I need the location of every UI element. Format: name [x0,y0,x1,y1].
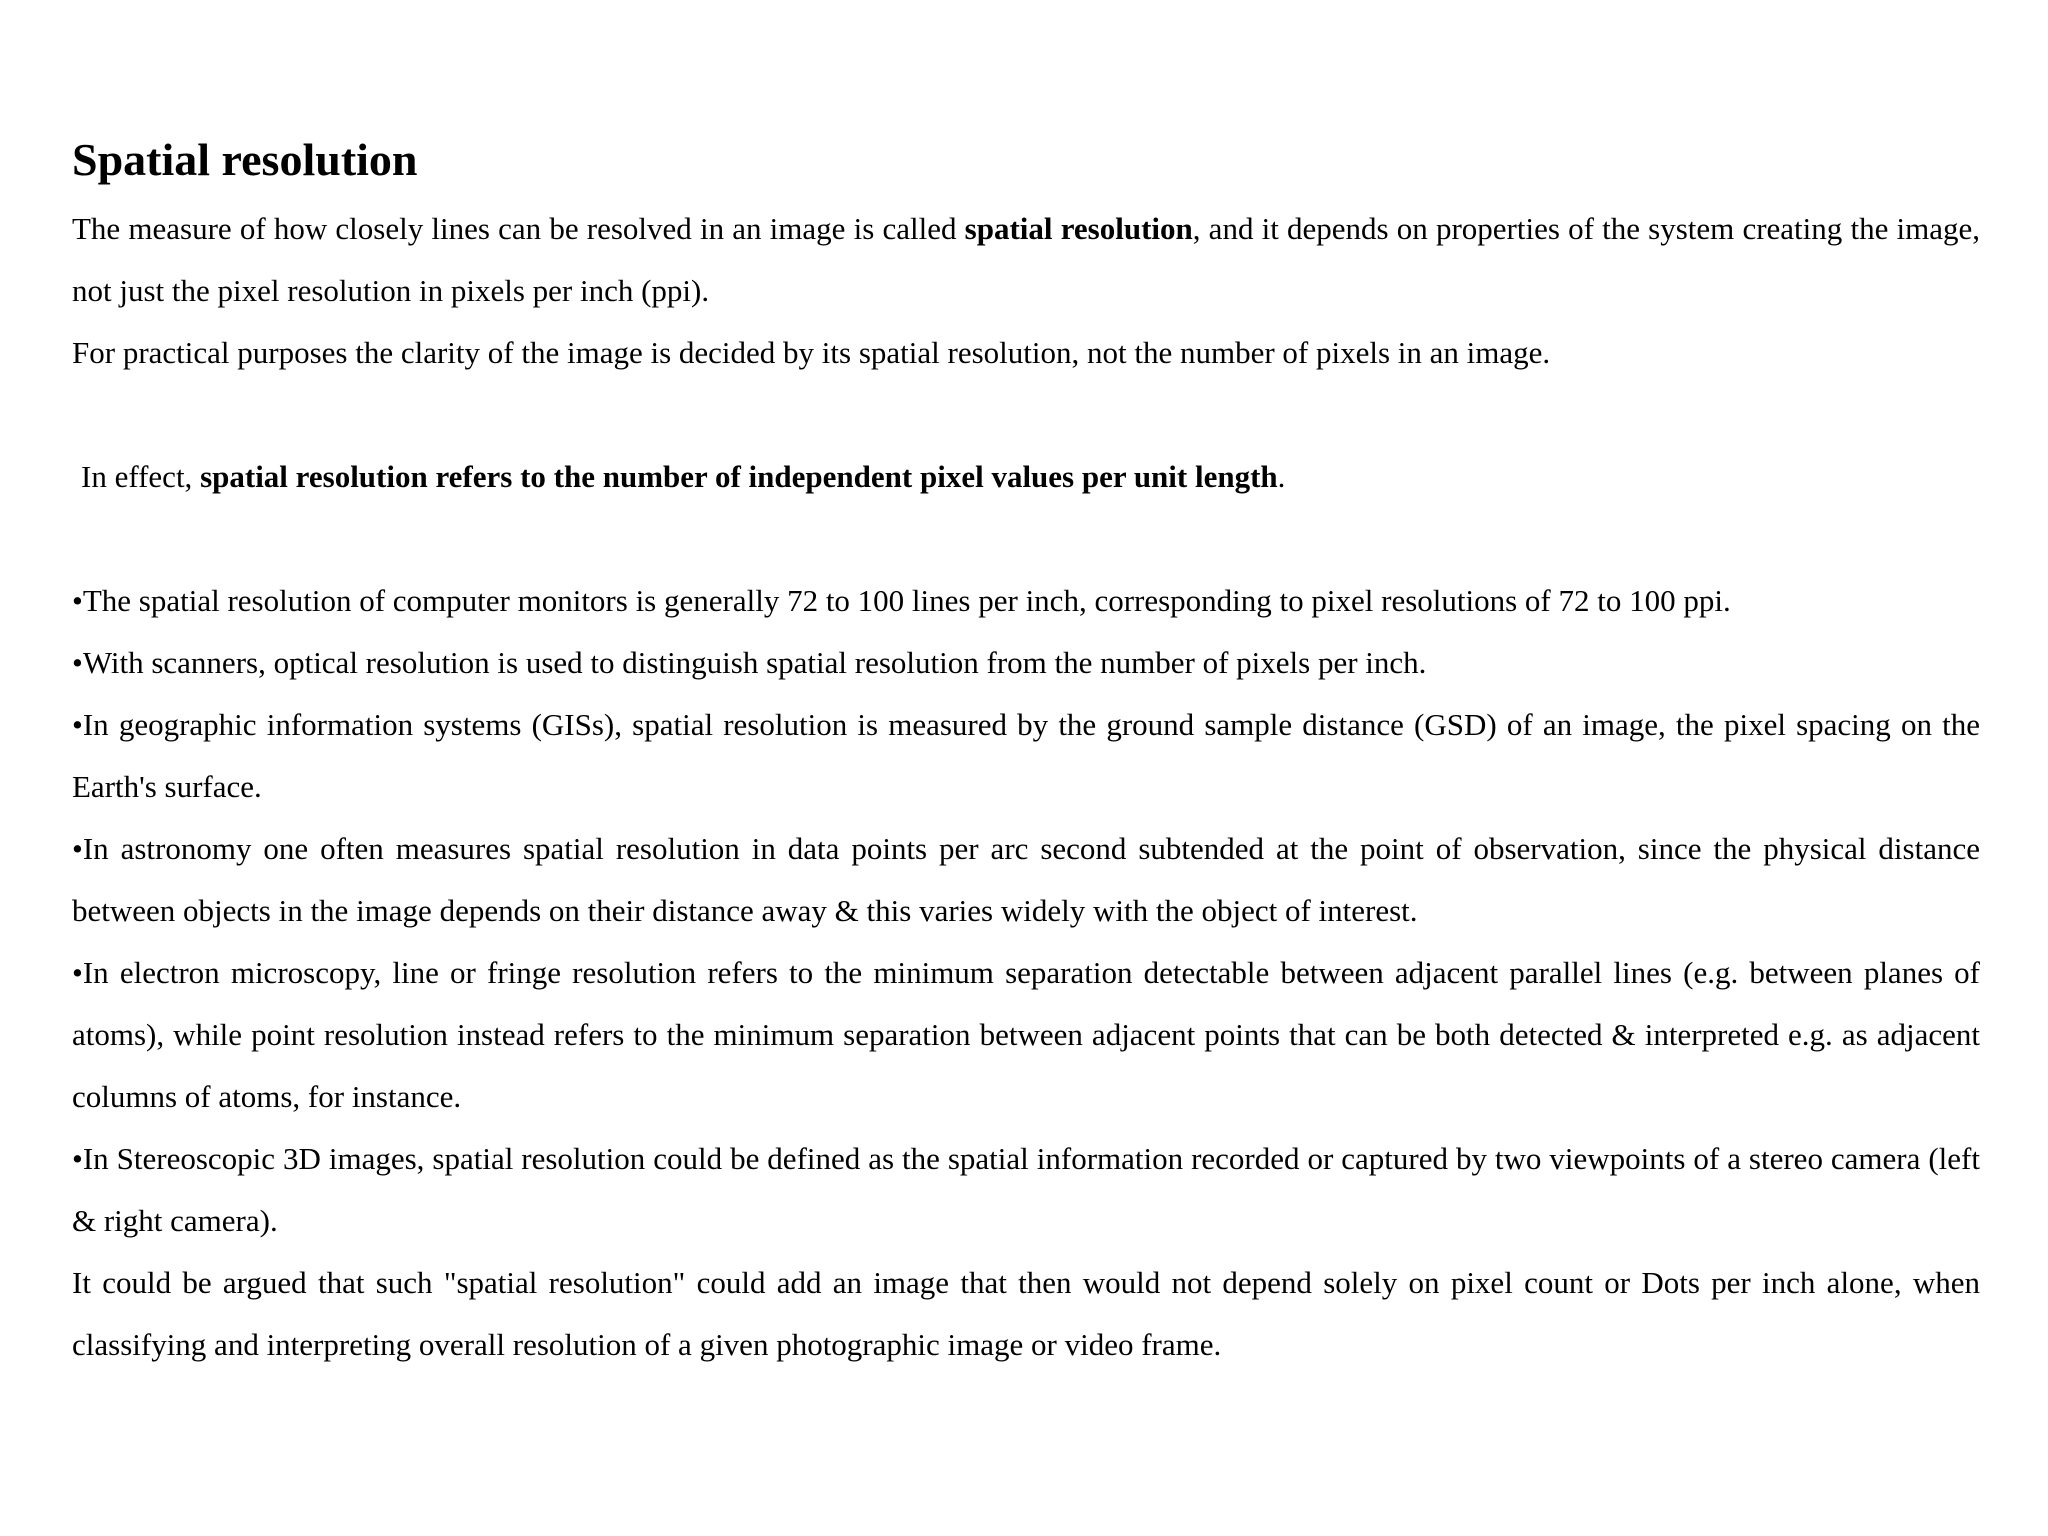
intro-paragraph-2: For practical purposes the clarity of the image is decided by its spatial resolution, not the number of pixels in an image. [72,335,1551,370]
bullet-item-stereoscopic: •In Stereoscopic 3D images, spatial resolution could be defined as the spatial information recorded or captured by two viewpoints of a stereo camera (left & right camera). [72,1141,1980,1238]
bullet-item-astronomy: •In astronomy one often measures spatial resolution in data points per arc second subtended at the point of observation, since the physical distance between objects in the image depends on their distance away & this varies widely with the object of interest. [72,831,1980,928]
slide-title: Spatial resolution [72,134,418,185]
effect-paragraph [72,446,1980,508]
spacer [72,384,1980,446]
bullet-item-electron-microscopy: •In electron microscopy, line or fringe resolution refers to the minimum separation detectable between adjacent parallel lines (e.g. between planes of atoms), while point resolution instead refers to the minimum separation between adjacent points that can be both detected & interpreted e.g. as adjacent columns of atoms, for instance. [72,955,1980,1114]
effect-bold-definition: spatial resolution refers to the number of independent pixel values per unit length [200,459,1278,494]
effect-text-before: In effect, [81,459,201,494]
effect-text-after: . [1277,459,1286,494]
slide-content [72,128,1980,1376]
bullet-item-scanners: •With scanners, optical resolution is used to distinguish spatial resolution from the number of pixels per inch. [72,645,1427,680]
intro-text-before: The measure of how closely lines can be resolved in an image is called [72,211,965,246]
intro-text-after: , and it depends on properties of the system creating the image, not just the pixel resolution in pixels per inch (ppi). [72,211,1980,308]
bullet-item-gis: •In geographic information systems (GISs), spatial resolution is measured by the ground sample distance (GSD) of an image, the pixel spacing on the Earth's surface. [72,707,1980,804]
intro-paragraph-1 [72,198,1980,322]
bullet-item-monitors: •The spatial resolution of computer monitors is generally 72 to 100 lines per inch, corresponding to pixel resolutions of 72 to 100 ppi. [72,583,1731,618]
intro-bold-term: spatial resolution [964,211,1193,246]
closing-paragraph: It could be argued that such "spatial resolution" could add an image that then would not depend solely on pixel count or Dots per inch alone, when classifying and interpreting overall resolution of a given photographic image or video frame. [72,1265,1980,1362]
spacer [72,508,1980,570]
bullet-list [72,570,1980,1252]
